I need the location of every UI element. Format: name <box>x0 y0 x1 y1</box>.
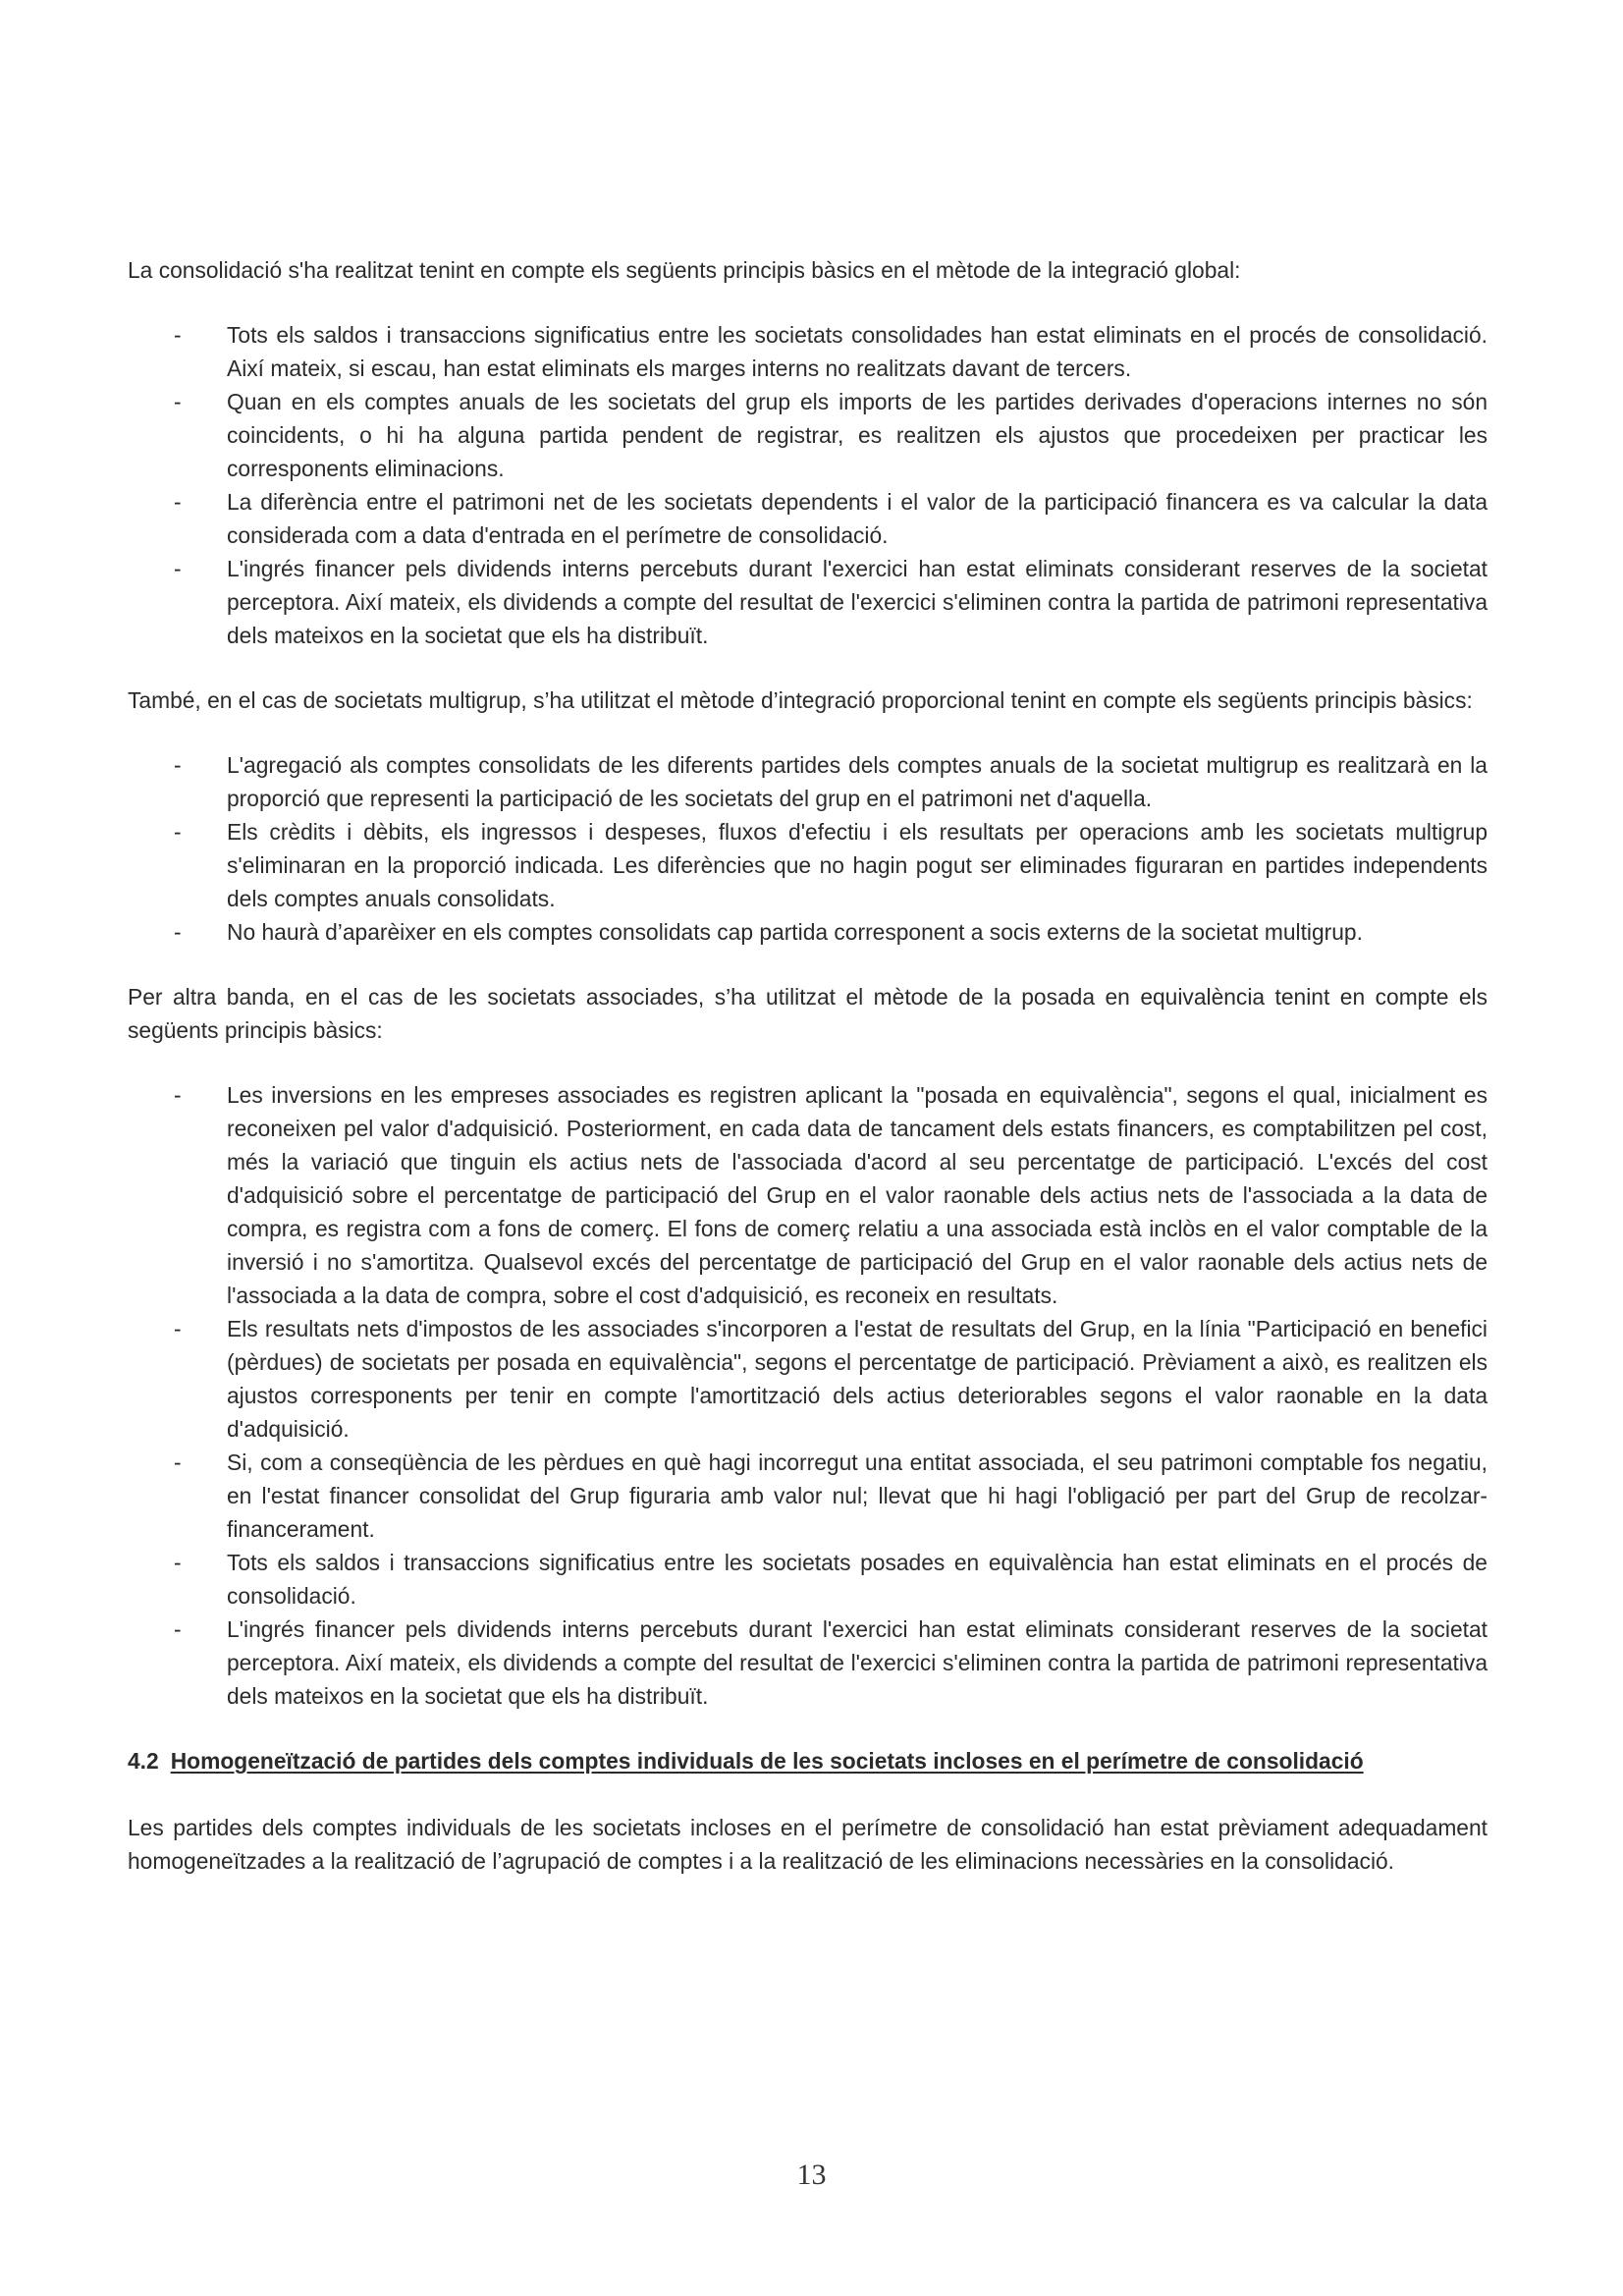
list-item-text: La diferència entre el patrimoni net de les societats dependents i el valor de la participació financera es va calcular la data considerada com a data d'entrada en el perímetre de consolidació. <box>227 489 1488 548</box>
section-title: Homogeneïtzació de partides dels comptes individuals de les societats incloses en el perímetre de consolidació <box>170 1748 1364 1774</box>
list-item-text: L'ingrés financer pels dividends interns percebuts durant l'exercici han estat eliminats considerant reserves de la societat perceptora. Així mateix, els dividends a compte del resultat de l'exercici s'eliminen contra la partida de patrimoni representativa dels mateixos en la societat que els ha distribuït. <box>227 1616 1488 1709</box>
intro-global-paragraph: La consolidació s'ha realitzat tenint en compte els següents principis bàsics en el mètode de la integració global: <box>128 257 1241 283</box>
list-item-text: Les inversions en les empreses associades es registren aplicant la "posada en equivalència", segons el qual, inicialment es reconeixen pel valor d'adquisició. Posteriorment, en cada data de tancament dels estats financers, es comptabilitzen pel cost, més la variació que tinguin els actius nets de l'associada d'acord al seu percentatge de participació. L'excés del cost d'adquisició sobre el percentatge de participació del Grup en el valor raonable dels actius nets de l'associada a la data de compra, es registra com a fons de comerç. El fons de comerç relatiu a una associada està inclòs en el valor comptable de la inversió i no s'amortitza. Qualsevol excés del percentatge de participació del Grup en el valor raonable dels actius nets de l'associada a la data de compra, sobre el cost d'adquisició, es reconeix en resultats. <box>227 1082 1488 1308</box>
intro-associades-paragraph: Per altra banda, en el cas de les societats associades, s’ha utilitzat el mètode de la posada en equivalència tenint en compte els següents principis bàsics: <box>128 984 1488 1043</box>
dash-bullet: - <box>174 1616 182 1642</box>
list-item <box>128 552 1488 652</box>
global-principles-list <box>128 318 1488 652</box>
dash-bullet: - <box>174 489 182 515</box>
list-item <box>128 385 1488 485</box>
multigrup-principles-list <box>128 748 1488 949</box>
dash-bullet: - <box>174 1449 182 1475</box>
list-item-text: Els resultats nets d'impostos de les associades s'incorporen a l'estat de resultats del Grup, en la línia "Participació en benefici (pèrdues) de societats per posada en equivalència", segons el percentatge de participació. Prèviament a això, es realitzen els ajustos corresponents per tenir en compte l'amortització dels actius deteriorables segons el valor raonable en la data d'adquisició. <box>227 1316 1488 1442</box>
list-item <box>128 1312 1488 1446</box>
list-item <box>128 485 1488 552</box>
list-item-text: Tots els saldos i transaccions significatius entre les societats consolidades han estat eliminats en el procés de consolidació. Així mateix, si escau, han estat eliminats els marges interns no realitzats davant de tercers. <box>227 322 1488 381</box>
list-item <box>128 1446 1488 1546</box>
list-item <box>128 748 1488 815</box>
list-item-text: Quan en els comptes anuals de les societats del grup els imports de les partides derivades d'operacions internes no són coincidents, o hi ha alguna partida pendent de registrar, es realitzen els ajustos que procedeixen per practicar les corresponents eliminacions. <box>227 389 1488 481</box>
list-item-text: L'agregació als comptes consolidats de les diferents partides dels comptes anuals de la societat multigrup es realitzarà en la proporció que representi la participació de les societats del grup en el patrimoni net d'aquella. <box>227 752 1488 811</box>
dash-bullet: - <box>174 752 182 778</box>
dash-bullet: - <box>174 556 182 581</box>
list-item-text: No haurà d’aparèixer en els comptes consolidats cap partida corresponent a socis externs de la societat multigrup. <box>227 919 1363 945</box>
list-item-text: Si, com a conseqüència de les pèrdues en què hagi incorregut una entitat associada, el seu patrimoni comptable fos negatiu, en l'estat financer consolidat del Grup figuraria amb valor nul; llevat que hi hagi l'obligació per part del Grup de recolzar-financerament. <box>227 1449 1488 1542</box>
list-item-text: Els crèdits i dèbits, els ingressos i despeses, fluxos d'efectiu i els resultats per operacions amb les societats multigrup s'eliminaran en la proporció indicada. Les diferències que no hagin pogut ser eliminades figuraran en partides independents dels comptes anuals consolidats. <box>227 819 1488 911</box>
list-item-text: Tots els saldos i transaccions significatius entre les societats posades en equivalència han estat eliminats en el procés de consolidació. <box>227 1550 1488 1609</box>
dash-bullet: - <box>174 819 182 845</box>
page-content <box>128 253 1488 1909</box>
list-item <box>128 915 1488 949</box>
dash-bullet: - <box>174 1550 182 1575</box>
list-item <box>128 1546 1488 1613</box>
dash-bullet: - <box>174 919 182 945</box>
dash-bullet: - <box>174 1082 182 1108</box>
list-item <box>128 318 1488 385</box>
list-item-text: L'ingrés financer pels dividends interns percebuts durant l'exercici han estat eliminats considerant reserves de la societat perceptora. Així mateix, els dividends a compte del resultat de l'exercici s'eliminen contra la partida de patrimoni representativa dels mateixos en la societat que els ha distribuït. <box>227 556 1488 648</box>
associades-principles-list <box>128 1078 1488 1713</box>
section-body-paragraph: Les partides dels comptes individuals de les societats incloses en el perímetre de consolidació han estat prèviament adequadament homogeneïtzades a la realització de l’agrupació de comptes i a la realització de les eliminacions necessàries en la consolidació. <box>128 1815 1488 1874</box>
section-number: 4.2 <box>128 1748 159 1774</box>
dash-bullet: - <box>174 389 182 414</box>
list-item <box>128 1078 1488 1312</box>
intro-multigrup-paragraph: També, en el cas de societats multigrup, s’ha utilitzat el mètode d’integració proporcional tenint en compte els següents principis bàsics: <box>128 687 1473 713</box>
section-heading <box>128 1744 1488 1777</box>
list-item <box>128 815 1488 915</box>
dash-bullet: - <box>174 1316 182 1341</box>
page-number: 13 <box>796 2159 827 2191</box>
dash-bullet: - <box>174 322 182 348</box>
list-item <box>128 1613 1488 1713</box>
